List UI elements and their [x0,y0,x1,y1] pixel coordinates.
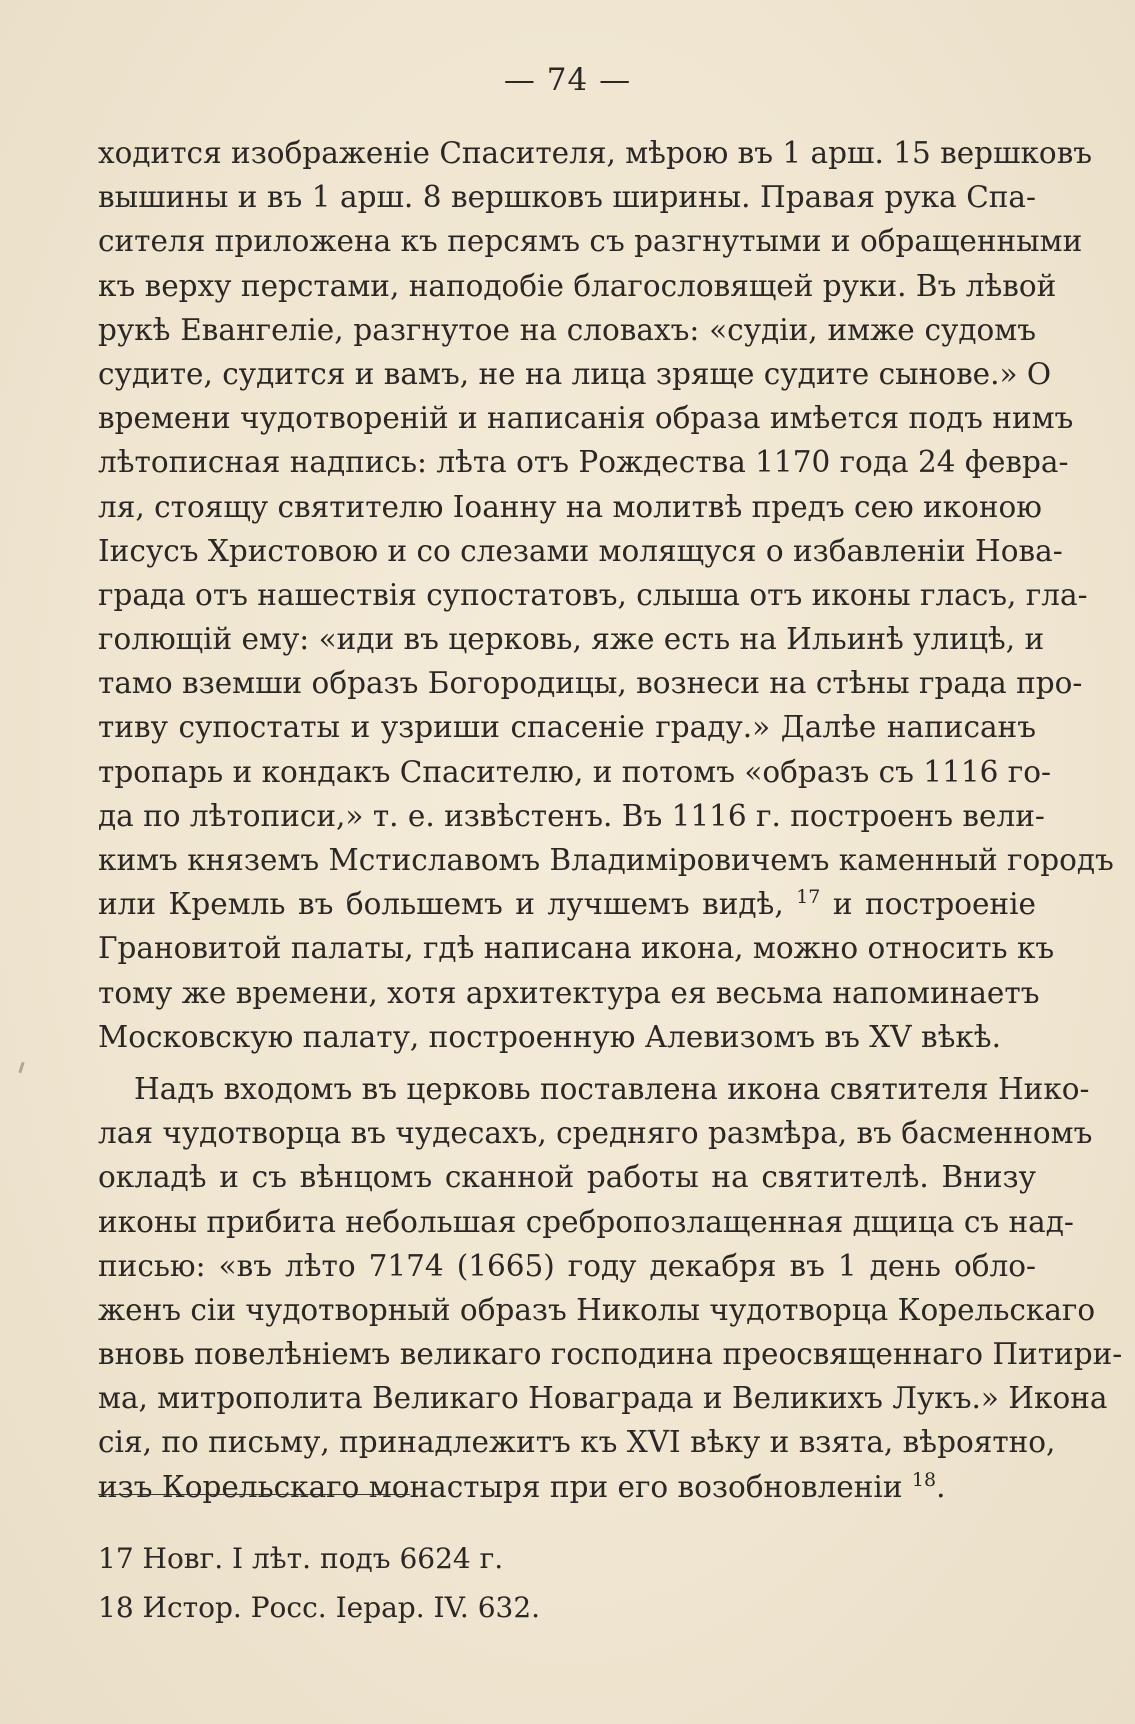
paper-speck [18,1062,24,1073]
text-line: да по лѣтописи,» т. е. извѣстенъ. Въ 1116 г. построенъ вели- [98,798,1045,833]
text-line: ля, стоящу святителю Іоанну на молитвѣ предъ сею иконою [98,489,1042,524]
text-line: Надъ входомъ въ церковь поставлена икона святителя Нико- [134,1071,1090,1106]
footnote: 17 Новг. I лѣт. подъ 6624 г. [98,1542,504,1575]
footnotes [98,1534,798,1632]
text-line: лая чудотворца въ чудесахъ, средняго размѣра, въ басменномъ [98,1116,1093,1151]
footnote-reference[interactable]: 18 [911,1468,937,1491]
text-line: вновь повелѣніемъ великаго господина преосвященнаго Питири- [98,1337,1123,1372]
body-text [98,131,1123,1509]
page-number: — 74 — [503,62,632,98]
paragraph [98,131,1114,1059]
text-line: тамо вземши образъ Богородицы, вознеси на стѣны града про- [98,666,1083,701]
line-text: изъ Корельскаго монастыря при его возобновленіи [98,1469,903,1504]
footnote: 18 Истор. Росс. Іерар. IV. 632. [98,1591,541,1624]
text-line [98,1465,1036,1509]
text-line: Іисусъ Христовою и со слезами молящуся о избавленіи Нова- [98,533,1063,568]
text-line: тропарь и кондакъ Спасителю, и потомъ «образъ съ 1116 го- [98,754,1051,789]
line-text-after: и построеніе [820,887,1036,922]
text-line: сителя приложена къ персямъ съ разгнутыми и обращенными [98,224,1083,259]
text-line: Грановитой палаты, гдѣ написана икона, можно относить къ [98,931,1055,966]
text-line: писью: «въ лѣто 7174 (1665) году декабря въ 1 день обло- [98,1248,1036,1283]
line-text-after: . [936,1469,946,1504]
text-line: къ верху перстами, наподобіе благословящей руки. Въ лѣвой [98,268,1057,303]
text-line: времени чудотвореній и написанія образа имѣется подъ нимъ [98,401,1074,436]
text-line: окладѣ и съ вѣнцомъ сканной работы на святителѣ. Внизу [98,1160,1036,1195]
text-line: ма, митрополита Великаго Новаграда и Великихъ Лукъ.» Икона [98,1381,1108,1416]
text-line: лѣтописная надпись: лѣта отъ Рождества 1170 года 24 февра- [98,445,1069,480]
line-text: или Кремль въ большемъ и лучшемъ видѣ, [98,887,784,922]
text-line [98,882,1036,926]
text-line: сія, по письму, принадлежитъ къ XVI вѣку и взята, вѣроятно, [98,1425,1056,1460]
text-line: судите, судится и вамъ, не на лица зряще судите сынове.» О [98,356,1052,391]
paragraph [98,1067,1123,1509]
text-line: ходится изображеніе Спасителя, мѣрою въ 1 арш. 15 вершковъ [98,136,1093,170]
text-line: вышины и въ 1 арш. 8 вершковъ ширины. Правая рука Спа- [98,180,1036,215]
text-line: кимъ княземъ Мстиславомъ Владиміровичемъ каменный городъ [98,843,1114,877]
footnote-separator [98,1494,410,1495]
text-line: града отъ нашествія супостатовъ, слыша отъ иконы гласъ, гла- [98,577,1088,612]
text-line: тому же времени, хотя архитектура ея весьма напоминаетъ [98,975,1040,1010]
text-line: рукѣ Евангеліе, разгнутое на словахъ: «судіи, имже судомъ [98,312,1036,347]
text-line: тиву супостаты и узриши спасеніе граду.» Далѣе написанъ [98,710,1036,745]
text-line: Московскую палату, построенную Алевизомъ въ XV вѣкѣ. [98,1019,1001,1054]
text-line: голющій ему: «иди въ церковь, яже есть на Ильинѣ улицѣ, и [98,622,1045,657]
text-line: женъ сіи чудотворный образъ Николы чудотворца Корельскаго [98,1292,1096,1327]
footnote-reference[interactable]: 17 [796,886,821,909]
text-line: иконы прибита небольшая сребропозлащенная дщица съ над- [98,1204,1074,1239]
